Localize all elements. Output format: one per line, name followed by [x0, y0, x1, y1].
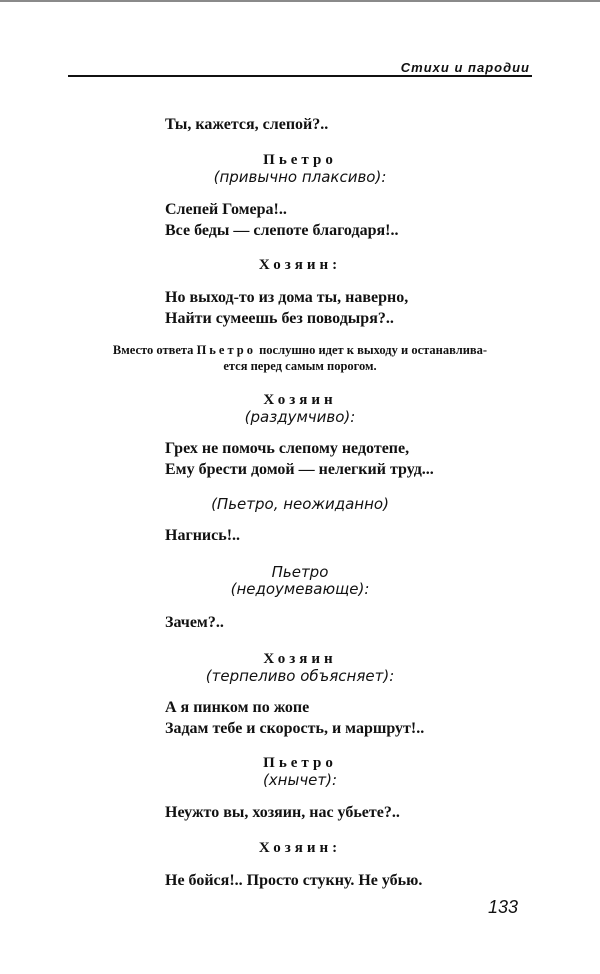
header-rule	[68, 75, 532, 77]
page-number: 133	[488, 897, 519, 917]
verse-line: Задам тебе и скорость, и маршрут!..	[165, 720, 425, 737]
stage-text: послушно идет к выходу и останавлива-	[255, 343, 488, 357]
verse-line: Найти сумеешь без поводыря?..	[165, 310, 394, 327]
verse-line: Слепей Гомера!..	[165, 201, 287, 218]
running-head	[68, 58, 532, 76]
stage-direction-paragraph	[60, 342, 540, 374]
verse-line: А я пинком по жопе	[165, 699, 310, 716]
verse-line: Не бойся!.. Просто стукну. Не убью.	[165, 872, 423, 889]
stage-direction: (недоумевающе):	[230, 580, 370, 598]
stage-direction: (терпеливо объясняет):	[205, 667, 395, 685]
stage-text: Вместо ответа	[112, 343, 197, 357]
verse-line: Нагнись!..	[165, 527, 241, 544]
stage-character-name: Пьетро	[196, 343, 256, 357]
verse-line: Ему брести домой — нелегкий труд...	[165, 461, 434, 478]
stage-text: ется перед самым порогом.	[223, 359, 377, 373]
speaker-name: Хозяин:	[258, 840, 342, 856]
speaker-name: Хозяин	[263, 651, 337, 667]
speaker-name: Хозяин:	[258, 257, 342, 273]
speaker-name: Пьетро	[263, 755, 337, 771]
speaker-name: Пьетро	[263, 152, 337, 168]
verse-line: Но выход-то из дома ты, наверно,	[165, 289, 409, 306]
speaker-name: Хозяин	[263, 392, 337, 408]
page-top-border	[0, 0, 600, 2]
verse-line: Ты, кажется, слепой?..	[165, 116, 329, 133]
verse-line: Грех не помочь слепому недотепе,	[165, 440, 410, 457]
verse-line: Неужто вы, хозяин, нас убьете?..	[165, 804, 400, 821]
stage-direction: (хнычет):	[262, 771, 338, 789]
stage-direction: (раздумчиво):	[244, 408, 356, 426]
verse-line: Все беды — слепоте благодаря!..	[165, 222, 399, 239]
verse-line: Зачем?..	[165, 614, 224, 631]
stage-direction: (привычно плаксиво):	[213, 168, 387, 186]
speaker-name-italic: Пьетро	[271, 563, 329, 581]
stage-direction: (Пьетро, неожиданно)	[211, 495, 389, 513]
running-head-title: Стихи и пародии	[400, 60, 530, 75]
